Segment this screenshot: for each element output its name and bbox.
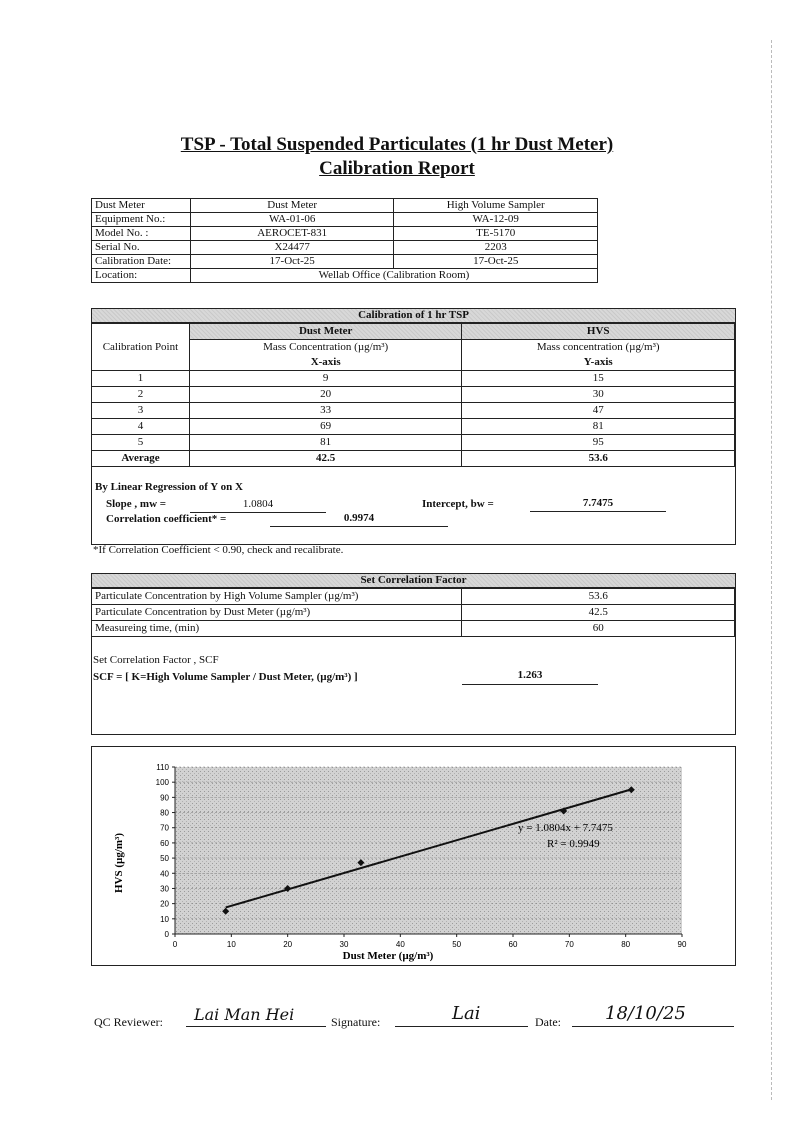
x-tick-label: 10: [226, 940, 236, 949]
table-row: [92, 435, 735, 451]
qc-reviewer-underline: [186, 1026, 326, 1027]
point-y: 95: [462, 435, 735, 451]
equipment-row: [92, 199, 598, 213]
slope-label: Slope , mw =: [106, 498, 167, 510]
calibration-point-header: Calibration Point: [92, 324, 190, 371]
page-edge-rule: [771, 40, 772, 1100]
y-tick-label: 20: [160, 899, 169, 909]
scf-header: Set Correlation Factor: [92, 574, 735, 588]
dust-meter-subheader: Mass Concentration (µg/m³): [189, 340, 462, 356]
hvs-subheader: Mass concentration (µg/m³): [462, 340, 735, 356]
y-tick-label: 60: [160, 838, 169, 848]
table-row: [92, 387, 735, 403]
regression-title: By Linear Regression of Y on X: [95, 481, 243, 493]
x-tick-label: 50: [452, 940, 462, 949]
y-tick-label: 90: [160, 793, 169, 803]
table-row: [92, 419, 735, 435]
point-x: 33: [189, 403, 462, 419]
equipment-hvs-value: 17-Oct-25: [394, 255, 598, 269]
correlation-label: Correlation coefficient* =: [106, 513, 227, 525]
signature-underline: [395, 1026, 528, 1027]
point-y: 47: [462, 403, 735, 419]
y-tick-label: 30: [160, 884, 169, 894]
x-tick-label: 90: [677, 940, 687, 949]
trendline-equation: y = 1.0804x + 7.7475: [518, 822, 613, 834]
chart-x-axis-label: Dust Meter (µg/m³): [342, 950, 434, 962]
x-tick-label: 40: [395, 940, 405, 949]
y-tick-label: 40: [160, 869, 169, 879]
y-tick-label: 110: [156, 763, 169, 772]
y-tick-label: 50: [160, 854, 169, 864]
point-x: 69: [189, 419, 462, 435]
slope-value: 1.0804: [242, 498, 274, 510]
table-row: [92, 621, 735, 637]
table-row: [92, 403, 735, 419]
signature-label: Signature:: [331, 1015, 381, 1029]
equipment-row: [92, 213, 598, 227]
x-tick-label: 60: [508, 940, 518, 949]
equipment-label: Serial No.: [92, 241, 191, 255]
point-x: 9: [189, 371, 462, 387]
point-number: 3: [92, 403, 190, 419]
equipment-dm-value: 17-Oct-25: [190, 255, 394, 269]
y-tick-label: 0: [164, 930, 169, 939]
scf-row-value: 60: [462, 621, 735, 637]
calibration-chart: [92, 747, 734, 964]
hvs-header: HVS: [462, 324, 735, 340]
equipment-label: Equipment No.:: [92, 213, 191, 227]
correlation-value: 0.9974: [343, 512, 375, 524]
scf-underline: [462, 684, 598, 685]
scf-value: 1.263: [517, 669, 543, 681]
y-tick-label: 70: [160, 823, 169, 833]
average-label: Average: [92, 451, 190, 467]
y-tick-label: 100: [155, 778, 169, 788]
y-tick-label: 10: [160, 914, 169, 924]
calibration-header: Calibration of 1 hr TSP: [92, 309, 735, 323]
signature: Lai: [452, 1003, 481, 1024]
table-row: [92, 589, 735, 605]
x-tick-label: 20: [283, 940, 293, 949]
date-value: 18/10/25: [605, 1003, 686, 1024]
scf-set-label: Set Correlation Factor , SCF: [93, 654, 219, 666]
intercept-value: 7.7475: [582, 497, 614, 509]
table-row: [92, 371, 735, 387]
table-row: [92, 605, 735, 621]
chart-y-axis-label: HVS (µg/m³): [113, 832, 125, 894]
equipment-hvs-value: TE-5170: [394, 227, 598, 241]
scf-row-label: Particulate Concentration by Dust Meter (µg/m³): [92, 605, 462, 621]
calibration-table: [91, 323, 735, 467]
scf-row-value: 42.5: [462, 605, 735, 621]
x-tick-label: 80: [621, 940, 631, 949]
equipment-label: Calibration Date:: [92, 255, 191, 269]
location-value: Wellab Office (Calibration Room): [190, 269, 597, 283]
intercept-underline: [530, 511, 666, 512]
correlation-underline: [270, 526, 448, 527]
equipment-row: [92, 255, 598, 269]
point-x: 81: [189, 435, 462, 451]
equipment-hvs-value: WA-12-09: [394, 213, 598, 227]
scf-formula: SCF = [ K=High Volume Sampler / Dust Meter, (µg/m³) ]: [93, 671, 358, 683]
dust-meter-header: Dust Meter: [189, 324, 462, 340]
equipment-hvs-value: 2203: [394, 241, 598, 255]
scf-row-label: Particulate Concentration by High Volume Sampler (µg/m³): [92, 589, 462, 605]
report-title: TSP - Total Suspended Particulates (1 hr Dust Meter): [180, 134, 614, 155]
average-row: [92, 451, 735, 467]
equipment-label: Model No. :: [92, 227, 191, 241]
intercept-label: Intercept, bw =: [422, 498, 494, 510]
equipment-row: [92, 227, 598, 241]
equipment-dm-value: WA-01-06: [190, 213, 394, 227]
scf-row-label: Measureing time, (min): [92, 621, 462, 637]
equipment-label: Dust Meter: [92, 199, 191, 213]
equipment-hvs-value: High Volume Sampler: [394, 199, 598, 213]
point-number: 2: [92, 387, 190, 403]
point-y: 81: [462, 419, 735, 435]
point-x: 20: [189, 387, 462, 403]
location-label: Location:: [92, 269, 191, 283]
x-tick-label: 70: [564, 940, 574, 949]
equipment-row: [92, 269, 598, 283]
y-axis-label: Y-axis: [462, 355, 735, 371]
equipment-row: [92, 241, 598, 255]
equipment-dm-value: Dust Meter: [190, 199, 394, 213]
report-subtitle: Calibration Report: [319, 158, 475, 179]
equipment-dm-value: X24477: [190, 241, 394, 255]
qc-reviewer-name: Lai Man Hei: [194, 1005, 295, 1024]
scf-table: [91, 588, 735, 637]
point-number: 5: [92, 435, 190, 451]
date-label: Date:: [535, 1015, 561, 1029]
date-underline: [572, 1026, 734, 1027]
qc-reviewer-label: QC Reviewer:: [94, 1015, 163, 1029]
scf-row-value: 53.6: [462, 589, 735, 605]
equipment-dm-value: AEROCET-831: [190, 227, 394, 241]
trendline-r2: R² = 0.9949: [547, 838, 600, 850]
point-number: 1: [92, 371, 190, 387]
point-y: 30: [462, 387, 735, 403]
point-number: 4: [92, 419, 190, 435]
point-y: 15: [462, 371, 735, 387]
equipment-table: [91, 198, 598, 283]
x-tick-label: 0: [172, 940, 178, 949]
plot-area: [175, 767, 682, 934]
recalibration-note: *If Correlation Coefficient < 0.90, check and recalibrate.: [93, 544, 344, 556]
x-tick-label: 30: [339, 940, 349, 949]
average-x: 42.5: [189, 451, 462, 467]
x-axis-label: X-axis: [189, 355, 462, 371]
y-tick-label: 80: [160, 808, 169, 818]
average-y: 53.6: [462, 451, 735, 467]
